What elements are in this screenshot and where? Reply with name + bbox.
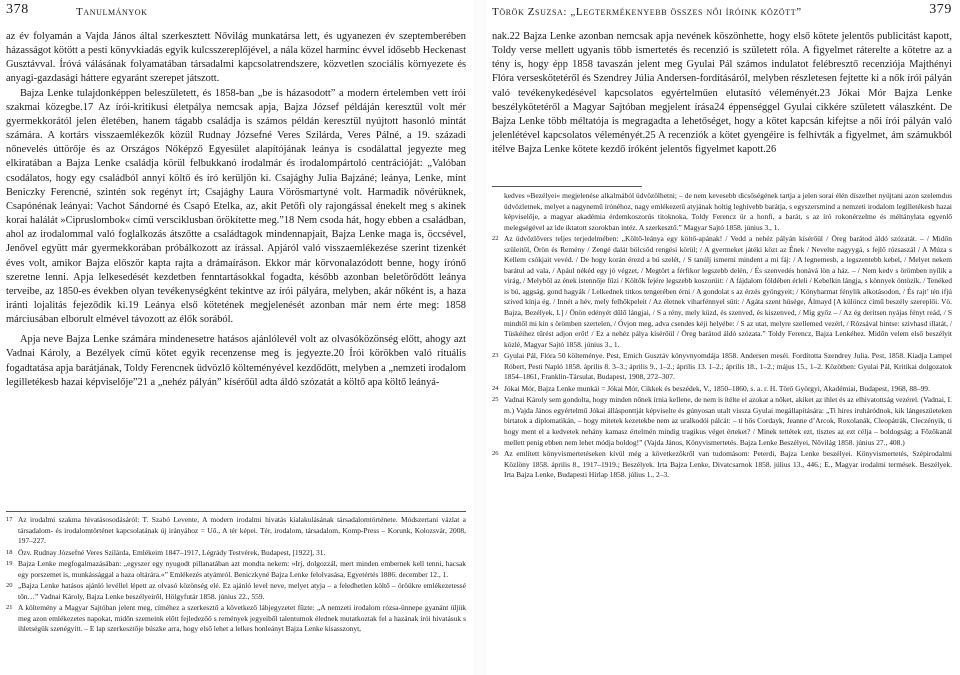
left-page-header <box>6 4 466 24</box>
footnotes <box>6 511 466 636</box>
footnote-text: Bajza Lenke megfogalmazásában: „egyszer egy nyugodt pillanatában azt mondta nekem: »Irj, dolgozzál, mert minden embernek kell tenni, hacsak egy porszemet is, munkássággal a haza oltárára.«” Emlékezés atyámról. Beniczkyné Bajza Lenke felolvasása, Egyetértés 1886. december 12., 1. <box>18 559 466 579</box>
footnote-text: A költemény a Magyar Sajtóban jelent meg, címéhez a szerkesztő a következő lábjegyzetet fűzte: „A nemzeti irodalom rózsa-ünnepe gyanánt üljük meg azon emlékezetes napokat, midőn szemeink előtt fejledezőö s remények jegyeiből talentumok élednek mutatkoztak fel a hazának írói hivatásuk s ihletségük szenégyitt. – E lap szerkesztője búszke arra, hogy első lehet a lelkes honleányt Bajza Lenke kisasszonyt, <box>18 603 466 634</box>
page-number: 378 <box>6 2 29 17</box>
footnote-number: 21 <box>6 604 13 612</box>
page-number: 379 <box>929 2 952 17</box>
footnotes <box>492 186 952 482</box>
main-text <box>6 30 466 390</box>
paragraph: az év folyamán a Vajda János által szerkesztett Nővilág munkatársa lett, és ugyanezen év szeptemberében házasságot kötött a pesti könyvkiadás egyik kulcsszereplőjével, a nála közel harminc évvel idősebb Heckenast Gusztávval. Íróvá válásának folyamatában társadalmi kapcsolatrendszere, közvetlen szociális környezete és anyagi-gazdasági háttere egyaránt szerepet játszott. <box>6 31 466 85</box>
footnote-text: Vadnai Károly sem gondolta, hogy minden nőnek írnia kellene, de nem is ítélte el azokat a nőket, akiket az ihlet és az elhivatottság vezérel. (Vadnai, I. m.) Vajda János egyértelmű Jókai állásponttját képviselte és gúnyosan utalt vissza Gyulai megállapítására: „Ti hires iruháródnok, kik lángeszüeteken birtatok a diplomatikán, – hogy mitetek kezetekbe nem az uralkodói pálcát: – ti hős Cordayk, Jeanne d’Arcok, Roxolanák, Cleopátrák, Cleczényik, ti hogy ment el a kedvetek nehány kamasz értelmén mindig tragikus véget érteket? / Minek tettétek ezt, tisztes az ezt célja – boldogság; a Főzőkanál mellett penig ebben nem lehet módja boldog!” (Vajda János, Könyvismertetés. Bajza Lenke Beszélyei, Nővilág 1858. június 27., 408.) <box>504 395 952 447</box>
paragraph: nak.22 Bajza Lenke azonban nemcsak apja nevének köszönhette, hogy első kötete jelentős publicitást kapott, Toldy verse mellett ugyanis több ismertetés és recenzió is született róla. A figyelmet ráterelte a kötetre az a tény is, hogy épp 1858 tavaszán jelent meg Gyulai Pál számos indulatot felébresztő recenziója Majthényi Flóra verseskötetéről és Szendrey Júlia Andersen-fordításáról, melyben részletesen fejtette ki a nők írói pályán való tevékenykedésével kapcsolatos egyértelműen elutasító véleményét.23 Jókai Mór Bajza Lenke beszélykötetéről a Magyar Sajtóban megjelent írása24 éppenséggel Gyulai cikkére született válaszként. De Bajza Lenke több méltatója is megragadta a lehetőséget, hogy a kötet kapcsán kifejtse a női írói pályán való jelenlétével kapcsolatos véleményét.25 A recenziók a kötet gyengéire is felhívták a figyelmet, ám számukból itélve Bajza Lenke kötete kezdő íróként jelentős figyelmet kapott.26 <box>492 31 952 156</box>
footnote-number: 23 <box>492 352 499 360</box>
footnote <box>492 449 952 481</box>
footnote-number: 19 <box>6 560 13 568</box>
footnote-text: Az említett könyvismertetéseken kívül még a következőkről van tudomásom: Peterdi, Bajza Lenke beszélyei. Könyvismertetés, Szépirodalmi Közlöny 1858. április 8., 1917–1919.; Beszélyek. Irta Bajza Lenke, Divatcsarnok 1858. július 13., 446.; E., Magyar irodalmi termések. Beszélyek. Irta Bajza Lenke, Budapesti Hírlap 1858. július 1., 2–3. <box>504 449 952 480</box>
footnote <box>6 603 466 635</box>
right-page <box>486 0 960 675</box>
footnote-rule <box>492 186 642 187</box>
footnote-text: kedves »Bezélyei« megjelenése alkalmából üdvözölhetni; – de nem kevesebb dicsőségének tartja a jelen sorai élén díszelhet nyújtani azon szelemdus üdvözletnek, melyet a nagynemű írónéhoz, nagy emlékezetű atyjának holtig leghívebb barátja, s egyszersmind a nemzeti irodalom legilletékesb hazai képviselője, a magyar akadémia érdemkoszorús titoknoka, Toldy Ferencz úr a honfi, a barát, s az író rokonérzelme és méltánylata egyenlő melegségével az ide iktatott szorokban intéz. A szerkesztő.” Magyar Sajtó 1858. június 3., 1. <box>504 191 952 232</box>
footnote-number: 17 <box>6 516 13 523</box>
running-head: Török Zsuzsa: „Legtermékenyebb összes női íróink között” <box>492 6 802 18</box>
footnote <box>6 581 466 602</box>
footnote <box>492 384 952 395</box>
footnote-number: 20 <box>6 582 13 590</box>
main-text <box>492 30 952 157</box>
footnote-text: „Bajza Lenke hatásos ajánló levéllel lépett az olvasó közönség elé. Ez ajánló level neve, melyet atyja – a feledhetlen költő – öröükre emlékezetessé tőn…” Vadnai Károly, Bajza Lenke beszélyeiről, Hölgyfutár 1858. június 22., 559. <box>18 581 466 601</box>
running-head: Tanulmányok <box>76 6 148 18</box>
footnote <box>492 351 952 383</box>
footnote-text: Az üdvözlővers teljes terjedelmében: „Költő-leánya egy költő-apának! / Vedd a nehéz pályán kísérőül / Öreg barátod áldó szózatát. – / Midőn szüleitől, Örön és Remény / Zengé dalát bölcsőd rengési körül; / A gyermeket játéki közt az Ének / Nevelte nagyygá, s fejlő rózsaszál / A Múza s Kellem csókjait vevéd. / De hogy korán érezd a bú szelét, / S tanúlj ismerni mindent a mi fáj: / A legnemesb, a legszentebb kebel, / Melyet nekem barátul ad vala, / Apául nékéd egy jó végzet, / Megtört a férfikor legszebb delén, / És szenvedés honává lön a ház. – / Nem kedv s örömben nyílik a virág, / Melyből az ének istennője fűzi / Költők fejére legszebb koszorúit: / A fájdalom földében érleli / Kebelkin lángja, s könnyek öntözik. / Tenéked is bú, aggság, gond hagyák / Lelkednek titkos tengerében érni / A gondolat s az érzés gyöngyeit; / Könyharmat fénylik alkotásodon, / És rajt’ tén ifjú szived kínja ég. / Innét a hév, mely felhőkpeleit / Az életnek viharfénnyel süti: / Agáta szent húsége, Álmayd [A különcz című beszély szereplői. Vö. Bajza, Bezélyek, I.] / Önön edényét dűlő lángjai, / S a rény, mely küzd, és szenved, és kiszenved, / Mig győz – / Az ég derítsen nyájas fényt reád, / S mindtől mi kín s örömben szertelen, / Óvjon meg, adva csendes kéji helyébe: / S az utat, melyre szellemed vezérl, / Rózsával hintse: szivhasd illatát, / Tüskéihez tűrést adjon erőt! / Ez a nehéz pálya kísérőül / Öreg barátod áldó szózata.” Toldy Ferencz, Bajza Lenkéhez. Midőn velem első beszélyit közlé, Magyar Sajtó 1858. június 3., 1. <box>504 234 952 349</box>
footnote <box>492 234 952 350</box>
footnote-text: Gyulai Pál, Flóra 50 költeménye. Pest, Emich Gusztáv könyvnyomdája 1858. Andersen meséi. Fordította Szendrey Julia. Pest, 1858. Kiadja Lampel Róbert, Pesti Napló 1858. április 8. 3–3.; április 9., 1–2.; április 13. 1–2.; április 18., 1–2.; május 15., 1–2. Közötben: Gyulai Pál, Kritikai dolgozatok 1854–1861, Franklin-Társulat, Budapest, 1908, 272–307. <box>504 351 952 382</box>
footnote-number: 18 <box>6 548 13 556</box>
footnote-number: 26 <box>492 450 499 458</box>
footnote-continuation <box>492 191 952 233</box>
footnote-number: 24 <box>492 384 499 392</box>
footnote <box>492 395 952 448</box>
book-gutter <box>474 0 486 675</box>
footnote-text: Özv. Rudnay Józsefné Veres Szilárda, Emlékeim 1847–1917, Légrády Testvérek, Budapest, [1922], 31. <box>18 547 326 557</box>
footnote-text: Az irodalmi szakma hivatásosodásáról: T. Szabó Levente, A modern irodalmi hivatás kialakulásának társadalomtörténete. Módszertani vázlat a társadalom- és irodalomtörténet kapcsolatának új irányához = Uő., A tér képei. Tér, irodalom, társadalom, Komp-Press – Korunk, Kolozsvár, 2008, 197–227. <box>18 515 466 546</box>
footnote <box>6 515 466 547</box>
footnote-text: Jókai Mór, Bajza Lenke munkái = Jókai Mór, Cikkek és beszédek, V., 1850–1860, s. a. r. H. Törő Györgyi, Akadémiai, Budapest, 1968, 88–99. <box>504 383 930 393</box>
paragraph: Apja neve Bajza Lenke számára mindenesetre hatásos ajánlólevél volt az olvasóközönség előtt, ahogy azt Vadnai Károly, a Bezélyek című kötet egyik recenzense meg is jegyezte.20 Írói körökben való rituális fogadtatása apja barátjának, Toldy Ferencnek üdvözlő költeményével kezdődött, melyben a „nemzeti irodalom legilletékesb hazai képviselője”21 a „nehéz pályán” kísérőül adta áldó szózatát a költő apa költő leányá- <box>6 334 466 388</box>
paragraph: Bajza Lenke tulajdonképpen beleszületett, és 1858-ban „be is házasodott” a modern értelemben vett írói szakmai közegbe.17 Az írói-kritikusi életpálya nemcsak apja, Bajza József példáján keresztül volt mér gyermekkorától jelen életében, hanem tágabb családja is számos példán keresztül nyújtott hasonló mintát számára. A kortárs visszaemlékezők közül Rudnay Józsefné Veres Szilárda, Veres Pálné, a 19. századi nőnevelés úttörője és az Országos Nőképző Egyesület alapítójának leánya is csodálattal jegyezte meg elkiratában a Bajza Lenke családja körül felbukkanó irodalmár és irodalompártoló centrációját: „Valóban csodálatos, hogy egy családból annyi költő és író kerüljön ki. Csajághy Julia Bajzáné; leánya, Lenke, mint Beniczky Ferencné, szintén sok regényt írt; Csajághy Laura Vörösmartyné volt. Harmadik nővérüknek, Csapónénak leányai: Vachot Sándorné és Csapó Etelka, az, akit Petőfi oly rajongással énekelt meg s akinek korai halálát »Cipruslombok« című versciklusban örökítette meg.”18 Nem csoda hát, hogy ebben a családban, ahol az irodalommal való foglalkozás átszőtte a családtagok mindennapjait, Bajza Lenke maga is, öccsével, Jenővel együtt már gyermekkorában próbálkozott az írással. Apjáról való visszaemlékezése szerint tizenkét éves volt, amikor Bajza először kapta rajta a drámaíráson. Ekkor már körvonalazódott benne, hogy írónő szeretne lenni. Apja lelkesedését kezdetben fenntartásokkal fogadta, később azonban beletörődött leánya terveibe, az 1850-es években olyan tevékenységként tekintve az írói pályára, melyben, akár nőként is, a haza iránti lojalitás fejeződik ki.19 Leánya első kötetének megjelenését azonban már nem érte meg: 1858 márciusában elborult elmével távozott az élők sorából. <box>6 87 466 326</box>
footnote <box>6 559 466 580</box>
footnote-number: 22 <box>492 235 499 243</box>
right-page-header <box>492 4 952 24</box>
footnote <box>6 548 466 559</box>
left-page <box>0 0 474 675</box>
footnote-number: 25 <box>492 396 499 404</box>
